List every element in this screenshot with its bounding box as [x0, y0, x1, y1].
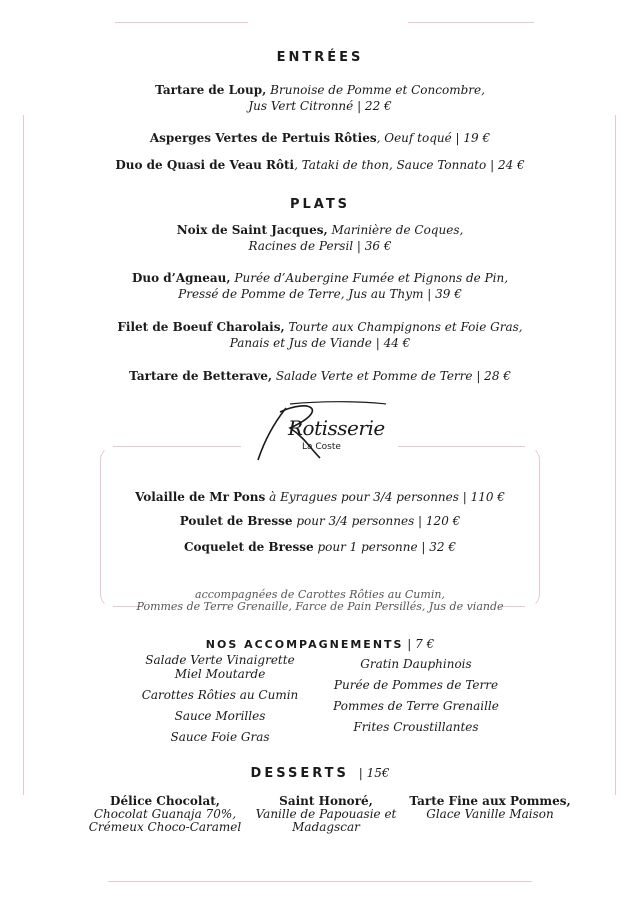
top-rule-left	[115, 22, 248, 23]
frame-left	[23, 115, 24, 795]
side-item: Carottes Rôties au Cumin	[141, 688, 299, 702]
side-item: Sauce Foie Gras	[170, 730, 270, 744]
side-item: Pommes de Terre Grenaille	[333, 699, 499, 713]
rotisserie-note: accompagnées de Carottes Rôties au Cumin, Pommes de Terre Grenaille, Farce de Pain Persillés, Jus de viande	[136, 588, 504, 613]
rotisserie-item: Coquelet de Bresse pour 1 personne | 32 €	[184, 540, 456, 554]
menu-item: Tartare de Betterave, Salade Verte et Pomme de Terre | 28 €	[129, 369, 511, 383]
section-title-accompagnements: NOS ACCOMPAGNEMENTS	[205, 638, 404, 651]
frame-right	[615, 115, 616, 795]
side-item: Purée de Pommes de Terre	[333, 678, 499, 692]
rotisserie-logo-script: Rotisserie	[288, 416, 385, 440]
desserts-price: | 15€	[354, 766, 390, 780]
side-item: Frites Croustillantes	[353, 720, 479, 734]
rotisserie-box-top-left	[113, 446, 241, 447]
accompagnements-price: | 7 €	[403, 637, 435, 651]
rotisserie-box-top-right	[398, 446, 525, 447]
menu-item: Tartare de Loup, Brunoise de Pomme et Concombre, Jus Vert Citronné | 22 €	[155, 83, 485, 113]
rotisserie-item: Volaille de Mr Pons à Eyragues pour 3/4 personnes | 110 €	[135, 490, 505, 504]
menu-item: Duo de Quasi de Veau Rôti, Tataki de thon, Sauce Tonnato | 24 €	[115, 158, 525, 172]
sides-left-column	[120, 653, 320, 744]
side-item: Miel Moutarde	[174, 667, 266, 681]
bottom-rule	[108, 881, 532, 882]
menu-item: Asperges Vertes de Pertuis Rôties, Oeuf toqué | 19 €	[149, 131, 491, 145]
section-title-plats: PLATS	[289, 197, 351, 212]
dessert-item: Délice Chocolat, Chocolat Guanaja 70%, Crémeux Choco-Caramel	[88, 794, 242, 834]
menu-item: Filet de Boeuf Charolais, Tourte aux Champignons et Foie Gras, Panais et Jus de Viande | 44 €	[117, 320, 523, 350]
accompagnements-heading	[0, 633, 640, 652]
rotisserie-logo	[250, 398, 390, 468]
rotisserie-item: Poulet de Bresse pour 3/4 personnes | 120 €	[179, 514, 461, 528]
section-title-entrees: ENTRÉES	[276, 50, 364, 65]
dessert-item: Tarte Fine aux Pommes, Glace Vanille Maison	[409, 794, 571, 821]
menu-item: Noix de Saint Jacques, Marinière de Coques, Racines de Persil | 36 €	[176, 223, 464, 253]
top-rule-right	[408, 22, 534, 23]
side-item: Sauce Morilles	[174, 709, 266, 723]
sides-right-column	[316, 657, 516, 734]
section-title-desserts: DESSERTS	[250, 766, 349, 781]
menu-item: Duo d’Agneau, Purée d’Aubergine Fumée et Pignons de Pin, Pressé de Pomme de Terre, Jus au Thym | 39 €	[131, 271, 509, 301]
side-item: Gratin Dauphinois	[360, 657, 472, 671]
rotisserie-logo-sub: La Coste	[302, 442, 341, 452]
desserts-heading	[0, 762, 640, 781]
dessert-item: Saint Honoré, Vanille de Papouasie et Madagscar	[255, 794, 397, 834]
side-item: Salade Verte Vinaigrette	[145, 653, 295, 667]
